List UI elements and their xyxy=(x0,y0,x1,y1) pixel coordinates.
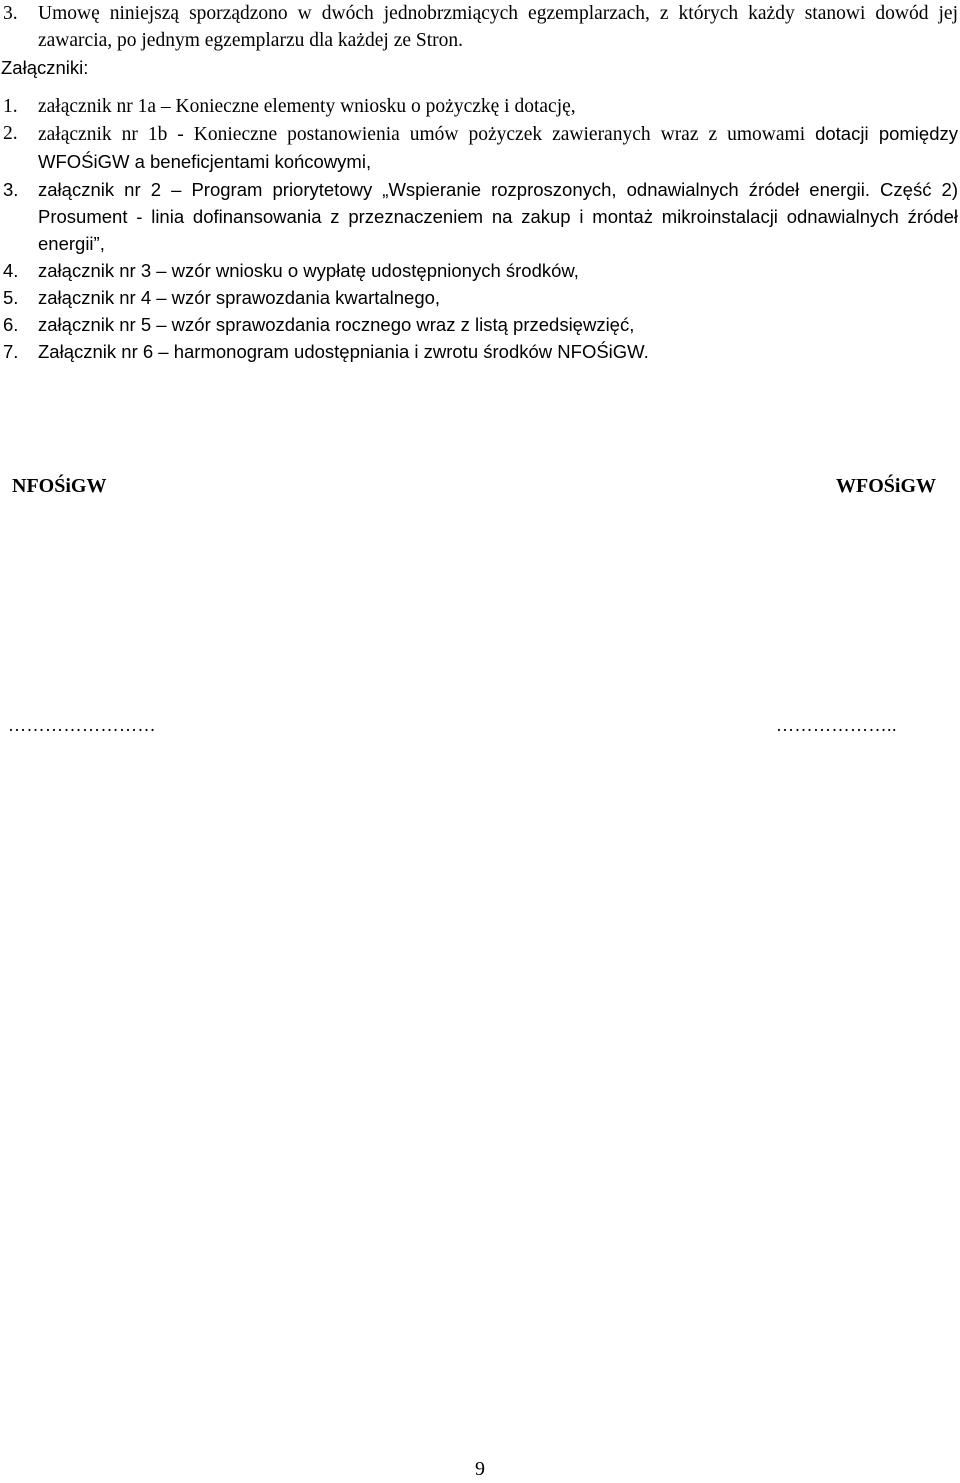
clause-text: Umowę niniejszą sporządzono w dwóch jednobrzmiących egzemplarzach, z których każdy stanowi dowód jej zawarcia, po jednym egzemplarzu dla każdej ze Stron. xyxy=(38,3,958,51)
list-item xyxy=(0,257,958,284)
list-item xyxy=(0,311,958,338)
list-item-number: 1. xyxy=(3,96,18,117)
attachments-list xyxy=(0,93,958,365)
list-item-text xyxy=(38,120,958,176)
page-number: 9 xyxy=(475,1458,485,1480)
list-item xyxy=(0,120,958,176)
list-item-text: Załącznik nr 6 – harmonogram udostępniania i zwrotu środków NFOŚiGW. xyxy=(38,341,649,362)
list-item-number: 4. xyxy=(3,260,19,281)
list-item-number: 7. xyxy=(3,341,19,362)
list-item-text: załącznik nr 3 – wzór wniosku o wypłatę udostępnionych środków, xyxy=(38,260,579,281)
list-item-text: załącznik nr 1a – Konieczne elementy wniosku o pożyczkę i dotację, xyxy=(38,96,576,117)
list-item-text-part-2: dotacji pomiędzy WFOŚiGW a beneficjentami końcowymi, xyxy=(38,123,958,172)
list-item-number: 2. xyxy=(3,123,18,144)
list-item xyxy=(0,176,958,257)
list-item xyxy=(0,284,958,311)
list-item-text: załącznik nr 2 – Program priorytetowy „Wspieranie rozproszonych, odnawialnych źródeł energii. Część 2) Prosument - linia dofinansowania z przeznaczeniem na zakup i montaż mikroinstalacji odnawialnych źródeł energii”, xyxy=(38,179,958,254)
list-item-number: 5. xyxy=(3,287,19,308)
list-item xyxy=(0,338,958,365)
list-item-number: 3. xyxy=(3,179,19,200)
list-item xyxy=(0,93,958,120)
list-item-text: załącznik nr 5 – wzór sprawozdania rocznego wraz z listą przedsięwzięć, xyxy=(38,314,635,335)
list-item-number: 6. xyxy=(3,314,19,335)
list-item-text: załącznik nr 4 – wzór sprawozdania kwartalnego, xyxy=(38,287,441,308)
closing-clause xyxy=(0,0,958,54)
clause-number: 3. xyxy=(3,3,18,24)
signature-party-left: NFOŚiGW xyxy=(12,475,107,497)
list-item-text-part-1: załącznik nr 1b - Konieczne postanowienia umów pożyczek zawieranych wraz z umowami xyxy=(38,124,816,145)
signature-line-left: …………………… xyxy=(8,715,156,735)
signature-line-right: ……………….. xyxy=(776,715,897,735)
signature-party-right: WFOŚiGW xyxy=(835,475,936,497)
attachments-heading: Załączniki: xyxy=(1,57,89,78)
